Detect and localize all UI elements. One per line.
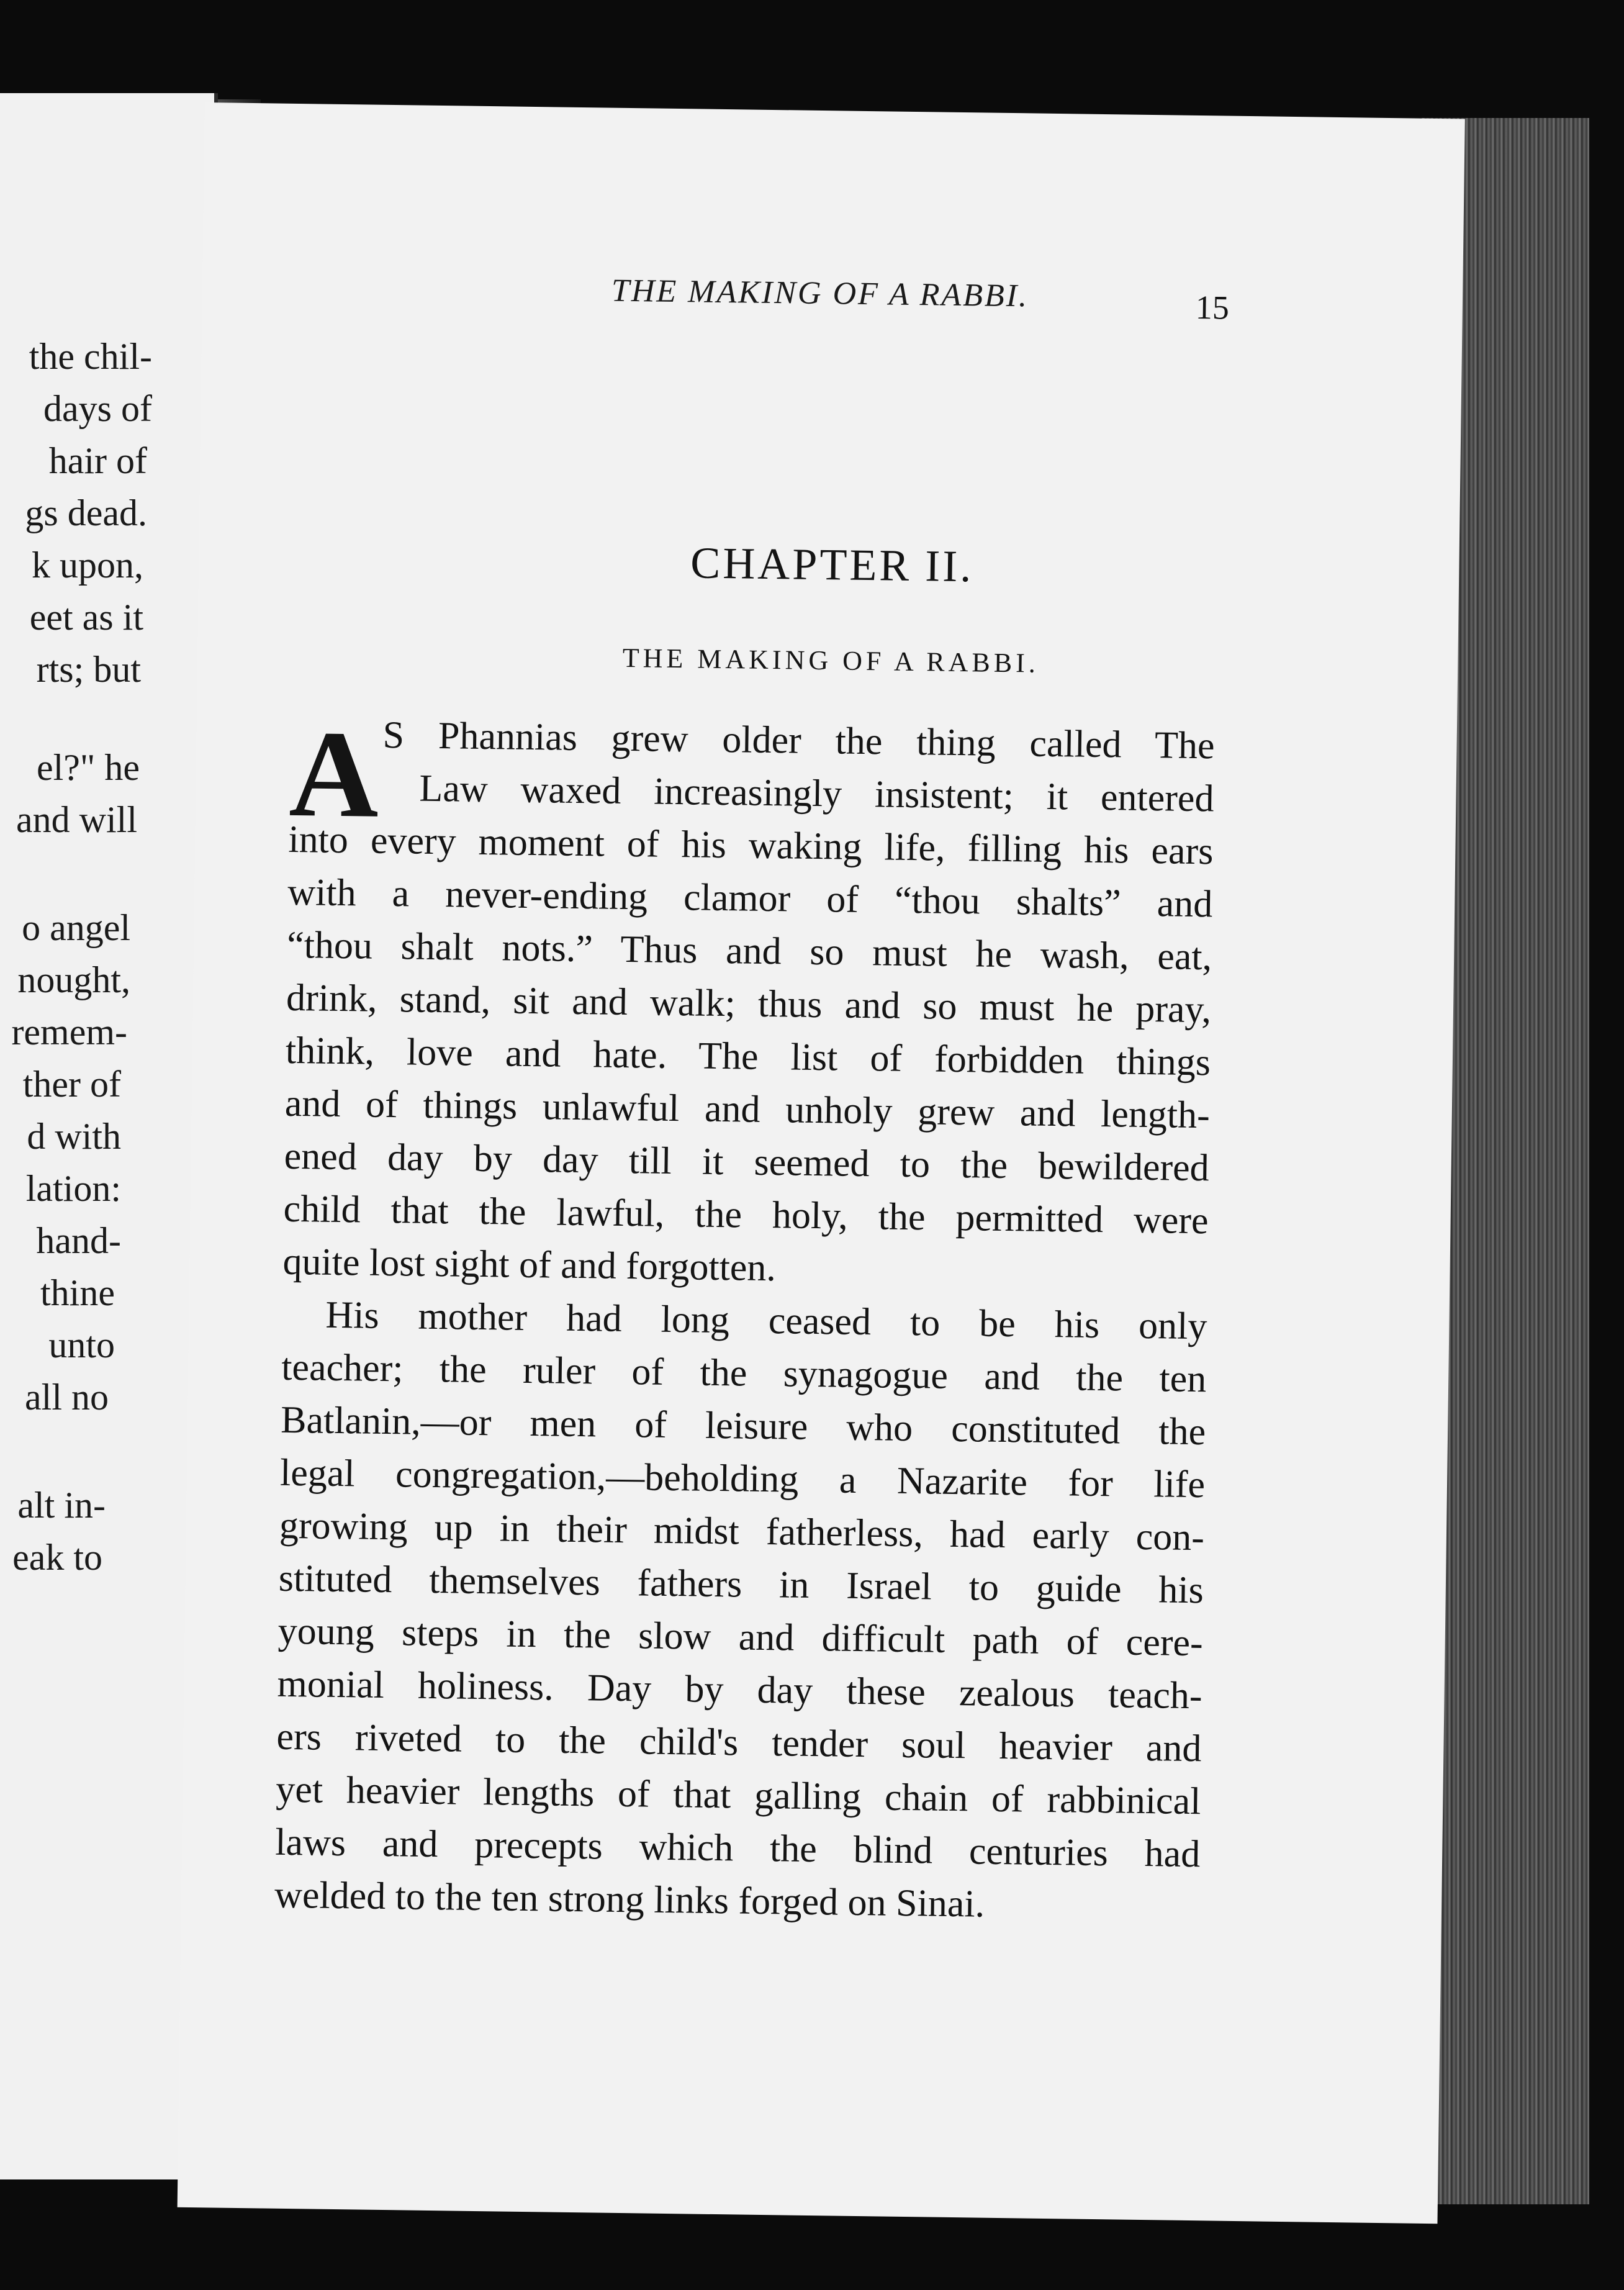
body-text [274,705,1216,1926]
chapter-subtitle: THE MAKING OF A RABBI. [622,642,1040,679]
text-line: child that the lawful, the holy, the permitted were [283,1187,1209,1242]
left-page-line: hand- [36,1220,121,1261]
left-page-line: gs dead. [25,492,147,533]
left-page-line: all no [25,1377,109,1418]
text-line: ened day by day till it seemed to the bewildered [284,1134,1210,1190]
text-line: monial holiness. Day by day these zealous teach- [277,1662,1202,1718]
text-line: growing up in their midst fatherless, had early con- [279,1504,1205,1559]
text-line: stituted themselves fathers in Israel to guide his [278,1557,1204,1612]
page-number: 15 [1195,288,1230,327]
text-line: young steps in the slow and difficult path of cere- [277,1609,1204,1665]
left-page-line: days of [43,388,152,429]
running-head: THE MAKING OF A RABBI. [611,273,1029,314]
text-line: quite lost sight of and forgotten. [282,1240,777,1290]
text-line: His mother had long ceased to be his only [325,1293,1207,1348]
left-page-line: k upon, [32,545,143,586]
left-page-line: ther of [22,1064,121,1105]
left-page-line: nought, [17,959,130,1000]
text-line: legal congregation,—beholding a Nazarite for life [279,1451,1206,1506]
text-line: S Phannias grew older the thing called The [382,713,1216,767]
text-line: yet heavier lengths of that galling chain of rabbinical [276,1768,1201,1823]
text-line: ers riveted to the child's tender soul heavier and [276,1715,1202,1770]
right-page [178,102,1465,2224]
left-page-line: alt in- [17,1485,106,1526]
left-page-line: eet as it [29,597,143,638]
text-line: and of things unlawful and unholy grew and length- [284,1082,1211,1137]
text-line: into every moment of his waking life, filling his ears [288,818,1214,873]
chapter-title: CHAPTER II. [690,538,974,592]
drop-cap: A [288,705,380,844]
text-line: with a never-ending clamor of “thou shalts” and [287,871,1213,926]
text-line: Batlanin,—or men of leisure who constituted the [280,1398,1206,1454]
left-page-line: the chil- [29,336,152,377]
text-line: “thou shalt nots.” Thus and so must he wash, eat, [286,923,1212,979]
left-page-line: hair of [48,440,147,481]
left-page-line: unto [48,1324,115,1365]
text-line: laws and precepts which the blind centuries had [274,1821,1201,1876]
text-line: drink, stand, sit and walk; thus and so must he pray, [286,976,1212,1031]
left-page-line: el?" he [36,747,140,788]
text-line: think, love and hate. The list of forbidden things [285,1029,1211,1084]
left-page-line: eak to [12,1537,102,1578]
left-page-line: rts; but [36,649,141,690]
left-page-line: remem- [11,1011,127,1052]
text-line: teacher; the ruler of the synagogue and the ten [281,1346,1207,1401]
text-line: welded to the ten strong links forged on Sinai. [274,1873,985,1926]
left-page-line: and will [16,799,137,840]
text-line: Law waxed increasingly insistent; it entered [419,767,1214,820]
left-page-line: d with [27,1116,121,1157]
left-page-line: lation: [25,1168,121,1209]
left-page-line: thine [40,1272,115,1313]
left-page-line: o angel [22,907,130,948]
